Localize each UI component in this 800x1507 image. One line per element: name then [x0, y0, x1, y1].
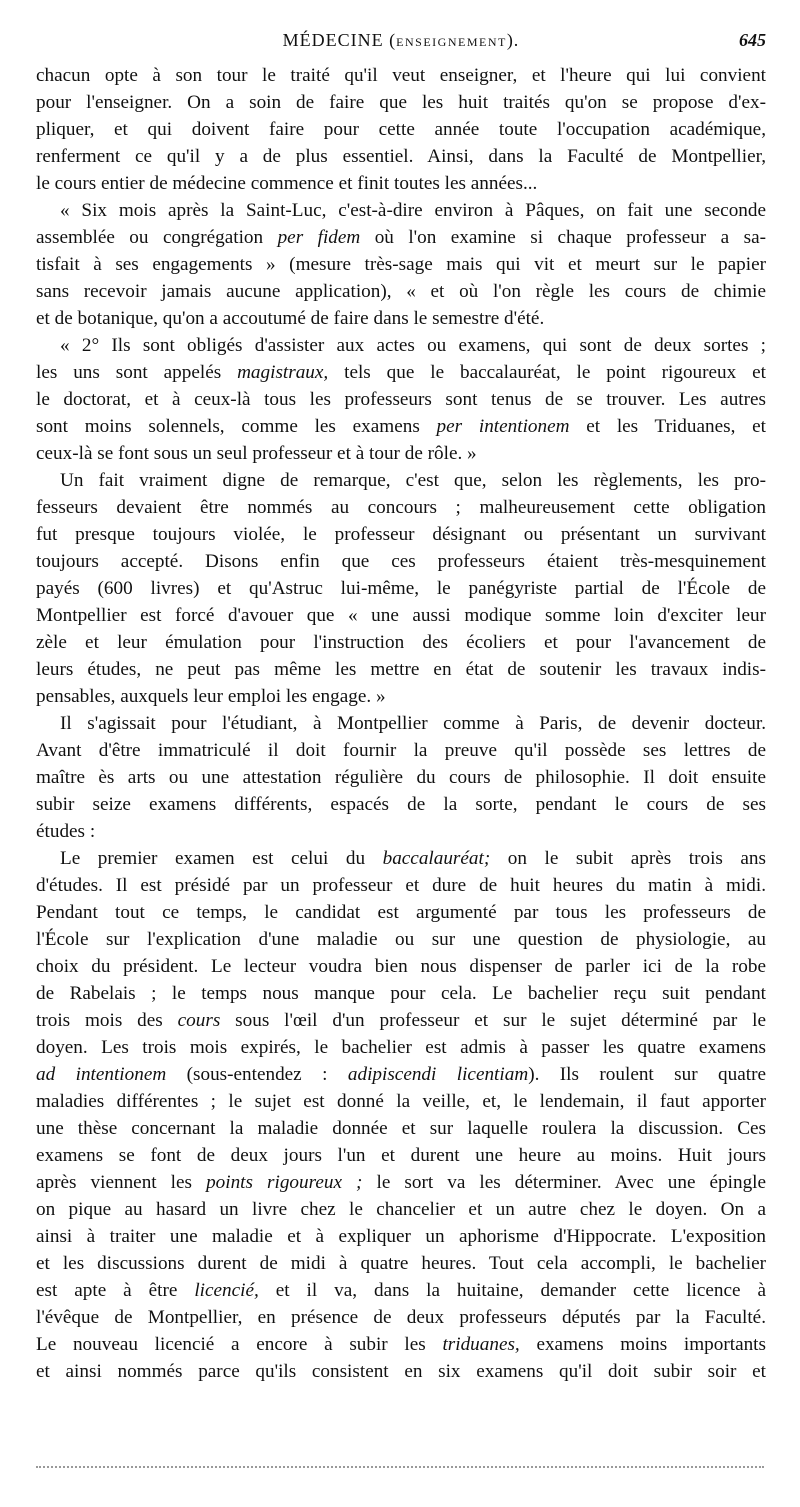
- text-run: et il va, dans la huitaine, demander cette licence à: [258, 1280, 766, 1301]
- text-line: [36, 332, 766, 359]
- text-line: [36, 980, 766, 1007]
- text-run: fesseurs devaient être nommés au concours ; malheureusement cette obligation: [36, 497, 766, 518]
- text-run: trois mois des: [36, 1010, 178, 1031]
- title-main: MÉDECINE (: [282, 30, 397, 50]
- text-line: [36, 926, 766, 953]
- text-line: [36, 683, 766, 710]
- text-run: ainsi à traiter une maladie et à expliquer un aphorisme d'Hippocrate. L'exposition: [36, 1226, 766, 1247]
- text-line: [36, 953, 766, 980]
- text-line: [36, 899, 766, 926]
- text-run: choix du président. Le lecteur voudra bien nous dispenser de parler ici de la robe: [36, 956, 766, 977]
- text-run: (sous-entendez :: [166, 1064, 348, 1085]
- text-run: ceux-là se font sous un seul professeur et à tour de rôle. »: [36, 443, 477, 464]
- text-run: assemblée ou congrégation: [36, 227, 278, 248]
- text-run: Il s'agissait pour l'étudiant, à Montpellier comme à Paris, de devenir docteur.: [60, 713, 766, 734]
- text-line: [36, 629, 766, 656]
- text-run: renferment ce qu'il y a de plus essentiel. Ainsi, dans la Faculté de Montpellier,: [36, 146, 766, 167]
- italic-phrase: licencié,: [194, 1280, 259, 1301]
- text-line: [36, 170, 766, 197]
- text-line: [36, 1142, 766, 1169]
- text-run: après viennent les: [36, 1172, 207, 1193]
- text-line: [36, 602, 766, 629]
- text-run: sont moins solennels, comme les examens: [36, 416, 437, 437]
- text-line: [36, 413, 766, 440]
- italic-phrase: cours: [177, 1010, 221, 1031]
- page-body-text: [36, 62, 766, 1385]
- text-line: [36, 1223, 766, 1250]
- text-run: ). Ils roulent sur quatre: [528, 1064, 766, 1085]
- text-run: Le nouveau licencié a encore à subir les: [36, 1334, 443, 1355]
- text-line: [36, 1277, 766, 1304]
- text-line: [36, 1331, 766, 1358]
- text-run: le cours entier de médecine commence et finit toutes les années...: [36, 173, 538, 194]
- title-end: ).: [506, 30, 520, 50]
- text-run: zèle et leur émulation pour l'instruction des écoliers et pour l'avancement de: [36, 632, 766, 653]
- bottom-rule: [36, 1466, 764, 1468]
- text-run: subir seize examens différents, espacés de la sorte, pendant le cours de ses: [36, 794, 766, 815]
- text-run: Avant d'être immatriculé il doit fournir la preuve qu'il possède ses lettres de: [36, 740, 766, 761]
- text-run: chacun opte à son tour le traité qu'il veut enseigner, et l'heure qui lui convient: [36, 65, 766, 86]
- text-run: est apte à être: [36, 1280, 195, 1301]
- text-run: le doctorat, et à ceux-là tous les professeurs sont tenus de se trouver. Les autres: [36, 389, 766, 410]
- text-line: [36, 467, 766, 494]
- text-run: pensables, auxquels leur emploi les engage. »: [36, 686, 386, 707]
- text-run: Pendant tout ce temps, le candidat est argumenté par tous les professeurs de: [36, 902, 766, 923]
- text-line: [36, 575, 766, 602]
- text-line: [36, 62, 766, 89]
- text-run: toujours accepté. Disons enfin que ces professeurs étaient très-mesquinement: [36, 551, 766, 572]
- text-run: Le premier examen est celui du: [60, 848, 383, 869]
- text-line: [36, 1007, 766, 1034]
- text-run: maître ès arts ou une attestation régulière du cours de philosophie. Il doit ensuite: [36, 767, 766, 788]
- italic-phrase: magistraux,: [237, 362, 329, 383]
- text-run: examens se font de deux jours l'un et durent une heure au moins. Huit jours: [36, 1145, 766, 1166]
- text-run: l'École sur l'explication d'une maladie ou sur une question de physiologie, au: [36, 929, 766, 950]
- text-run: « Six mois après la Saint-Luc, c'est-à-dire environ à Pâques, on fait une seconde: [60, 200, 766, 221]
- text-line: [36, 494, 766, 521]
- text-line: [36, 143, 766, 170]
- text-run: sous l'œil d'un professeur et sur le sujet déterminé par le: [220, 1010, 766, 1031]
- text-line: [36, 197, 766, 224]
- text-line: [36, 359, 766, 386]
- italic-phrase: ad intentionem: [36, 1064, 167, 1085]
- text-line: [36, 386, 766, 413]
- text-run: et les discussions durent de midi à quatre heures. Tout cela accompli, le bachelier: [36, 1253, 766, 1274]
- text-line: [36, 548, 766, 575]
- text-run: et ainsi nommés parce qu'ils consistent en six examens qu'il doit subir soir et: [36, 1361, 766, 1382]
- italic-phrase: points rigoureux ;: [206, 1172, 363, 1193]
- text-run: une thèse concernant la maladie donnée et sur laquelle roulera la discussion. Ces: [36, 1118, 766, 1139]
- text-run: et les Triduanes, et: [569, 416, 766, 437]
- text-run: on le subit après trois ans: [490, 848, 766, 869]
- italic-phrase: per intentionem: [436, 416, 570, 437]
- text-run: études :: [36, 821, 96, 842]
- text-line: [36, 224, 766, 251]
- italic-phrase: baccalauréat;: [382, 848, 491, 869]
- text-run: où l'on examine si chaque professeur a sa-: [360, 227, 766, 248]
- text-run: le sort va les déterminer. Avec une épingle: [362, 1172, 766, 1193]
- text-run: examens moins importants: [519, 1334, 766, 1355]
- text-run: l'évêque de Montpellier, en présence de deux professeurs députés par la Faculté.: [36, 1307, 766, 1328]
- text-line: [36, 1115, 766, 1142]
- text-line: [36, 305, 766, 332]
- text-run: sans recevoir jamais aucune application), « et où l'on règle les cours de chimie: [36, 281, 766, 302]
- text-line: [36, 1061, 766, 1088]
- text-line: [36, 278, 766, 305]
- text-line: [36, 1250, 766, 1277]
- text-run: les uns sont appelés: [36, 362, 238, 383]
- text-run: payés (600 livres) et qu'Astruc lui-même, le panégyriste partial de l'École de: [36, 578, 766, 599]
- italic-phrase: adipiscendi licentiam: [347, 1064, 529, 1085]
- text-run: tisfait à ses engagements » (mesure très-sage mais qui vit et meurt sur le papier: [36, 254, 766, 275]
- text-run: pliquer, et qui doivent faire pour cette année toute l'occupation académique,: [36, 119, 766, 140]
- text-line: [36, 791, 766, 818]
- text-run: « 2° Ils sont obligés d'assister aux actes ou examens, qui sont de deux sortes ;: [60, 335, 766, 356]
- text-line: [36, 818, 766, 845]
- text-line: [36, 440, 766, 467]
- text-line: [36, 656, 766, 683]
- text-line: [36, 845, 766, 872]
- text-line: [36, 116, 766, 143]
- text-run: et de botanique, qu'on a accoutumé de faire dans le semestre d'été.: [36, 308, 545, 329]
- italic-phrase: per fidem: [277, 227, 361, 248]
- text-run: Un fait vraiment digne de remarque, c'est que, selon les règlements, les pro-: [60, 470, 766, 491]
- text-line: [36, 1088, 766, 1115]
- page-number: 645: [739, 30, 766, 50]
- text-line: [36, 521, 766, 548]
- text-run: fut presque toujours violée, le professeur désignant ou présentant un survivant: [36, 524, 766, 545]
- text-line: [36, 1034, 766, 1061]
- text-line: [36, 764, 766, 791]
- text-line: [36, 737, 766, 764]
- text-run: tels que le baccalauréat, le point rigoureux et: [328, 362, 766, 383]
- text-line: [36, 1358, 766, 1385]
- text-run: de Rabelais ; le temps nous manque pour cela. Le bachelier reçu suit pendant: [36, 983, 766, 1004]
- text-run: pour l'enseigner. On a soin de faire que les huit traités qu'on se propose d'ex-: [36, 92, 766, 113]
- text-run: d'études. Il est présidé par un professeur et dure de huit heures du matin à midi.: [36, 875, 766, 896]
- running-header: [36, 30, 766, 58]
- text-run: leurs études, ne peut pas même les mettre en état de soutenir les travaux indis-: [36, 659, 766, 680]
- text-line: [36, 1304, 766, 1331]
- title-subtitle: ENSEIGNEMENT: [396, 35, 507, 49]
- text-run: on pique au hasard un livre chez le chancelier et un autre chez le doyen. On a: [36, 1199, 766, 1220]
- italic-phrase: triduanes,: [442, 1334, 520, 1355]
- text-run: maladies différentes ; le sujet est donné la veille, et, le lendemain, il faut apporter: [36, 1091, 766, 1112]
- text-line: [36, 251, 766, 278]
- text-line: [36, 872, 766, 899]
- text-line: [36, 89, 766, 116]
- text-line: [36, 710, 766, 737]
- text-line: [36, 1169, 766, 1196]
- text-run: Montpellier est forcé d'avouer que « une aussi modique somme loin d'exciter leur: [36, 605, 766, 626]
- running-title: [36, 30, 766, 51]
- text-run: doyen. Les trois mois expirés, le bachelier est admis à passer les quatre examens: [36, 1037, 766, 1058]
- text-line: [36, 1196, 766, 1223]
